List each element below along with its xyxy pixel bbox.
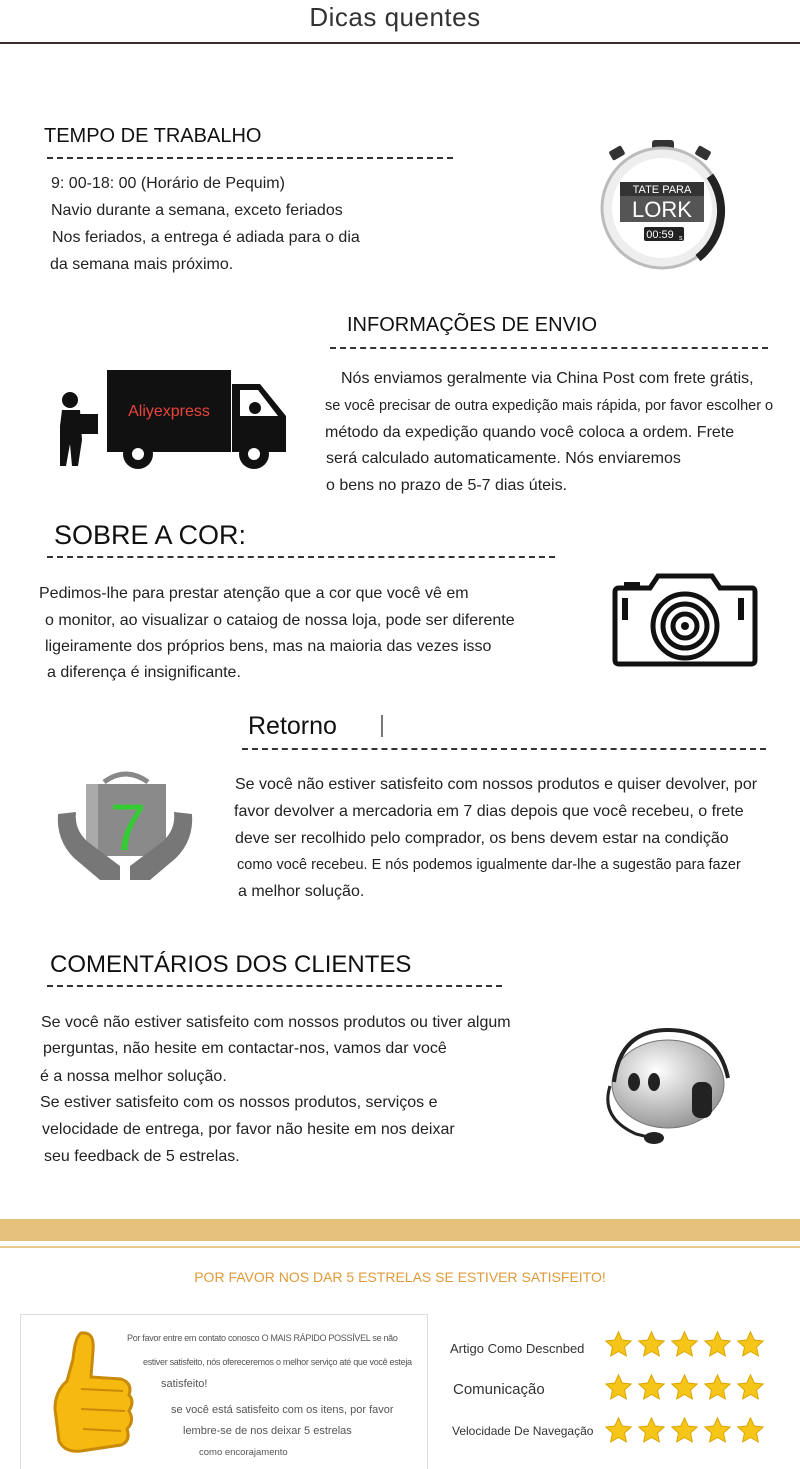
star-icon[interactable] xyxy=(736,1330,765,1359)
divider xyxy=(47,556,555,558)
star-icon[interactable] xyxy=(703,1373,732,1402)
page-title: Dicas quentes xyxy=(309,2,481,32)
returns-line: como você recebeu. E nós podemos igualmente dar-lhe a sugestão para fazer xyxy=(237,857,741,873)
shipping-line: Nós enviamos geralmente via China Post com frete grátis, xyxy=(341,370,754,387)
shipping-line: será calculado automaticamente. Nós enviaremos xyxy=(326,450,681,467)
timer-suffix: s xyxy=(679,235,683,242)
work-line: 9: 00-18: 00 (Horário de Pequim) xyxy=(51,175,285,192)
feedback-heading: COMENTÁRIOS DOS CLIENTES xyxy=(50,951,412,978)
star-rating-communication[interactable] xyxy=(604,1373,765,1402)
color-line: o monitor, ao visualizar o cataiog de nossa loja, pode ser diferente xyxy=(45,612,515,629)
thumbs-up-icon xyxy=(51,1329,135,1463)
star-icon[interactable] xyxy=(670,1373,699,1402)
returns-line: deve ser recolhido pelo comprador, os bens devem estar na condição xyxy=(235,830,729,847)
color-line: ligeiramente dos próprios bens, mas na maioria das vezes isso xyxy=(45,638,492,655)
headset-support-icon xyxy=(596,1026,746,1150)
star-icon[interactable] xyxy=(736,1416,765,1445)
star-icon[interactable] xyxy=(637,1416,666,1445)
timer-main-text: LORK xyxy=(632,197,692,222)
star-icon[interactable] xyxy=(604,1373,633,1402)
color-heading: SOBRE A COR: xyxy=(54,520,247,550)
camera-icon xyxy=(612,572,758,668)
returns-line: a melhor solução. xyxy=(238,883,365,900)
star-rating-shipping[interactable] xyxy=(604,1416,765,1445)
truck-label: Aliyexpress xyxy=(128,403,210,420)
shipping-line: o bens no prazo de 5-7 dias úteis. xyxy=(326,477,568,494)
divider xyxy=(47,157,453,159)
work-line: da semana mais próximo. xyxy=(50,256,234,273)
thumbs-up-card xyxy=(20,1314,428,1469)
star-icon[interactable] xyxy=(736,1373,765,1402)
work-heading: TEMPO DE TRABALHO xyxy=(44,125,262,147)
star-icon[interactable] xyxy=(670,1416,699,1445)
rating-label-communication: Comunicação xyxy=(453,1381,545,1398)
card-line: Por favor entre em contato conosco O MAIS RÁPIDO POSSÍVEL se não xyxy=(127,1333,398,1343)
rating-label-shipping: Velocidade De Navegação xyxy=(452,1424,594,1438)
feedback-line: velocidade de entrega, por favor não hesite em nos deixar xyxy=(42,1121,455,1138)
gold-line xyxy=(0,1246,800,1248)
page-header xyxy=(0,0,800,44)
card-line: satisfeito! xyxy=(161,1378,208,1390)
returns-heading: Retorno xyxy=(248,712,337,740)
star-icon[interactable] xyxy=(703,1416,732,1445)
feedback-line: Se você não estiver satisfeito com nossos produtos ou tiver algum xyxy=(41,1014,511,1031)
heading-cursor xyxy=(381,715,383,737)
color-line: a diferença é insignificante. xyxy=(47,664,241,681)
star-icon[interactable] xyxy=(703,1330,732,1359)
rating-label-described: Artigo Como Descnbed xyxy=(450,1341,585,1356)
timer-time: 00:59 xyxy=(646,229,674,241)
feedback-line: Se estiver satisfeito com os nossos produtos, serviços e xyxy=(40,1094,438,1111)
timer-top-text: TATE PARA xyxy=(632,184,692,196)
shipping-line: método da expedição quando você coloca a ordem. Frete xyxy=(325,424,735,441)
shipping-heading: INFORMAÇÕES DE ENVIO xyxy=(347,314,598,336)
card-line: lembre-se de nos deixar 5 estrelas xyxy=(183,1425,352,1437)
card-line: estiver satisfeito, nós ofereceremos o melhor serviço até que você esteja xyxy=(143,1357,412,1367)
feedback-line: perguntas, não hesite em contactar-nos, vamos dar você xyxy=(43,1040,447,1057)
work-line: Navio durante a semana, exceto feriados xyxy=(51,202,343,219)
delivery-truck-icon xyxy=(52,366,292,470)
star-icon[interactable] xyxy=(670,1330,699,1359)
returns-line: favor devolver a mercadoria em 7 dias depois que você recebeu, o frete xyxy=(234,803,744,820)
shipping-line: se você precisar de outra expedição mais rápida, por favor escolher o xyxy=(325,398,774,414)
feedback-line: seu feedback de 5 estrelas. xyxy=(44,1148,240,1165)
return-hands-icon xyxy=(54,768,196,890)
star-icon[interactable] xyxy=(604,1330,633,1359)
gold-band xyxy=(0,1219,800,1241)
star-icon[interactable] xyxy=(637,1373,666,1402)
card-line: se você está satisfeito com os itens, por favor xyxy=(171,1404,394,1416)
star-rating-described[interactable] xyxy=(604,1330,765,1359)
return-days-number: 7 xyxy=(109,790,147,864)
divider xyxy=(242,748,766,750)
divider xyxy=(47,985,502,987)
color-line: Pedimos-lhe para prestar atenção que a cor que você vê em xyxy=(39,585,469,602)
star-icon[interactable] xyxy=(637,1330,666,1359)
card-line: como encorajamento xyxy=(199,1447,288,1458)
stopwatch-icon xyxy=(580,136,740,270)
star-icon[interactable] xyxy=(604,1416,633,1445)
work-line: Nos feriados, a entrega é adiada para o dia xyxy=(52,229,360,246)
feedback-line: é a nossa melhor solução. xyxy=(40,1068,227,1085)
rating-banner: POR FAVOR NOS DAR 5 ESTRELAS SE ESTIVER SATISFEITO! xyxy=(194,1269,606,1285)
returns-line: Se você não estiver satisfeito com nossos produtos e quiser devolver, por xyxy=(235,776,758,793)
divider xyxy=(330,347,768,349)
